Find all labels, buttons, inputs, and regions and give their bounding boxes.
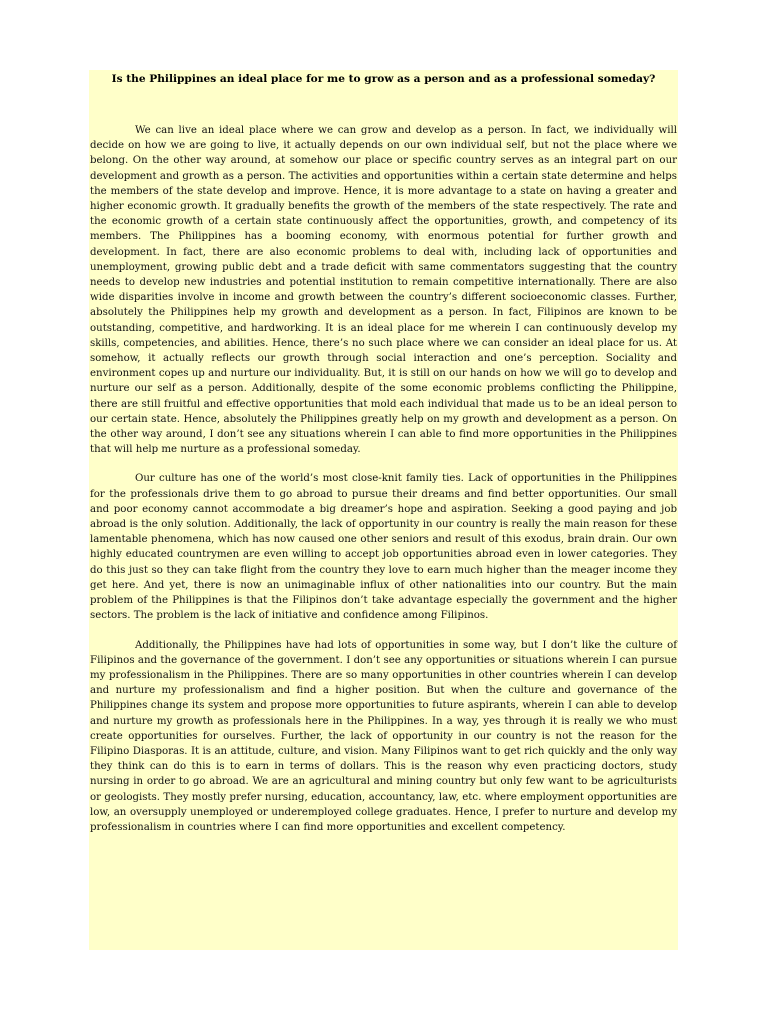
document-page (89, 70, 678, 950)
paragraph-3: Additionally, the Philippines have had lots of opportunities in some way, but I don’t like the culture of Filipinos and the governance of the government. I don’t see any opportunities or situations wherein I can pursue my professionalism in the Philippines. There are so many opportunities in other countries wherein I can develop and nurture my professionalism and find a higher position. But when the culture and governance of the Philippines change its system and propose more opportunities to future aspirants, wherein I can able to develop and nurture my growth as professionals here in the Philippines. In a way, yes through it is really we who must create opportunities for ourselves. Further, the lack of opportunity in our country is not the reason for the Filipino Diasporas. It is an attitude, culture, and vision. Many Filipinos want to get rich quickly and the only way they think can do this is to earn in terms of dollars. This is the reason why even practicing doctors, study nursing in order to go abroad. We are an agricultural and mining country but only few want to be agriculturists or geologists. They mostly prefer nursing, education, accountancy, law, etc. where employment opportunities are low, an oversupply unemployed or underemployed college graduates. Hence, I prefer to nurture and develop my professionalism in countries where I can find more opportunities and excellent competency. (90, 639, 677, 833)
paragraph-2: Our culture has one of the world’s most close-knit family ties. Lack of opportunities in the Philippines for the professionals drive them to go abroad to pursue their dreams and find better opportunities. Our small and poor economy cannot accommodate a big dreamer’s hope and aspiration. Seeking a good paying and job abroad is the only solution. Additionally, the lack of opportunity in our country is really the main reason for these lamentable phenomena, which has now caused one other seniors and result of this exodus, brain drain. Our own highly educated countrymen are even willing to accept job opportunities abroad even in lower categories. They do this just so they can take flight from the country they love to earn much higher than the meager income they get here. And yet, there is now an unimaginable influx of other nationalities into our country. But the main problem of the Philippines is that the Filipinos don’t take advantage especially the government and the higher sectors. The problem is the lack of initiative and confidence among Filipinos. (90, 473, 677, 622)
document-body (90, 123, 677, 849)
paragraph-1: We can live an ideal place where we can grow and develop as a person. In fact, we individually will decide on how we are going to live, it actually depends on our own individual self, but not the place where we belong. On the other way around, at somehow our place or specific country serves as an integral part on our development and growth as a person. The activities and opportunities within a certain state determine and helps the members of the state develop and improve. Hence, it is more advantage to a state on having a greater and higher economic growth. It gradually benefits the growth of the members of the state respectively. The rate and the economic growth of a certain state continuously affect the opportunities, growth, and competency of its members. The Philippines has a booming economy, with enormous potential for further growth and development. In fact, there are also economic problems to deal with, including lack of opportunities and unemployment, growing public debt and a trade deficit with same commentators suggesting that the country needs to develop new industries and potential institution to remain competitive internationally. There are also wide disparities involve in income and growth between the country’s different socioeconomic classes. Further, absolutely the Philippines help my growth and development as a person. In fact, Filipinos are known to be outstanding, competitive, and hardworking. It is an ideal place for me wherein I can continuously develop my skills, competencies, and abilities. Hence, there’s no such place where we can consider an ideal place for us. At somehow, it actually reflects our growth through social interaction and one’s perception. Sociality and environment copes up and nurture our individuality. But, it is still on our hands on how we will go to develop and nurture our self as a person. Additionally, despite of the some economic problems conflicting the Philippine, there are still fruitful and effective opportunities that mold each individual that made us to be an ideal person to our certain state. Hence, absolutely the Philippines greatly help on my growth and development as a person. On the other way around, I don’t see any situations wherein I can able to find more opportunities in the Philippines that will help me nurture as a professional someday. (90, 125, 677, 456)
document-title: Is the Philippines an ideal place for me to grow as a person and as a professional someday? (111, 73, 656, 85)
